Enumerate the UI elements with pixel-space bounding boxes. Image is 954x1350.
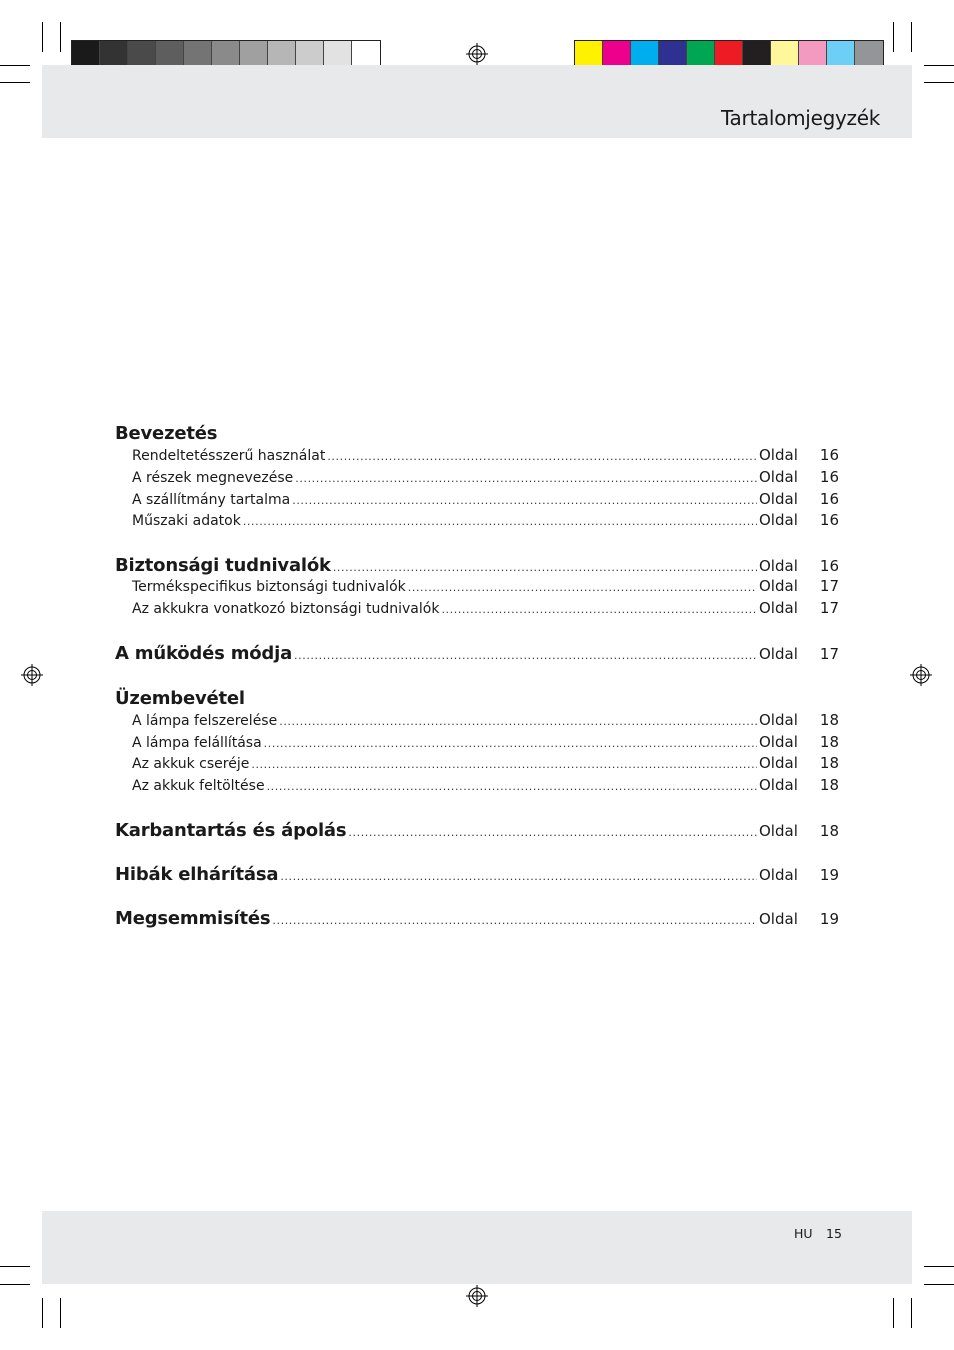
crop-mark xyxy=(60,22,61,52)
toc-section-row xyxy=(115,643,839,665)
entry-label: A lámpa felállítása xyxy=(132,734,262,751)
page-number: 18 xyxy=(819,732,839,751)
page-prefix: Oldal xyxy=(759,446,798,464)
table-of-contents xyxy=(115,422,839,930)
entry-label: Az akkuk feltöltése xyxy=(132,778,265,795)
page-number: 16 xyxy=(819,489,839,508)
dot-leader xyxy=(333,561,757,574)
page-number: 18 xyxy=(819,710,839,729)
toc-section xyxy=(115,886,839,930)
toc-section-row xyxy=(115,864,839,886)
dot-leader xyxy=(243,515,757,528)
page-number: 16 xyxy=(819,557,839,576)
page-number: 18 xyxy=(819,821,839,840)
registration-mark-icon xyxy=(466,1285,488,1307)
page-prefix: Oldal xyxy=(759,865,798,884)
page-number: 19 xyxy=(819,865,839,884)
dot-leader xyxy=(292,494,757,507)
entry-label: A szállítmány tartalma xyxy=(132,491,291,508)
page-title: Tartalomjegyzék xyxy=(720,106,880,130)
entry-label: A lámpa felszerelése xyxy=(132,712,278,729)
dot-leader xyxy=(348,826,757,839)
crop-mark xyxy=(924,65,954,66)
crop-mark xyxy=(0,65,30,66)
entry-label: Az akkukra vonatkozó biztonsági tudnivalók xyxy=(132,600,440,617)
crop-mark xyxy=(42,1298,43,1328)
page-number: 16 xyxy=(819,446,839,464)
toc-entry xyxy=(115,599,839,621)
toc-entry xyxy=(115,577,839,599)
registration-mark-icon xyxy=(21,664,43,686)
crop-mark xyxy=(0,1284,30,1285)
dot-leader xyxy=(280,870,757,883)
section-title: Üzembevétel xyxy=(115,687,245,709)
dot-leader xyxy=(441,603,757,616)
page-number: 17 xyxy=(819,644,839,663)
page-number: 18 xyxy=(819,754,839,773)
page-prefix: Oldal xyxy=(759,489,798,508)
section-title: Bevezetés xyxy=(115,423,218,444)
page-prefix: Oldal xyxy=(759,467,798,486)
dot-leader xyxy=(264,737,757,750)
toc-section-row xyxy=(115,555,839,577)
dot-leader xyxy=(279,715,757,728)
crop-mark xyxy=(0,1266,30,1267)
page-prefix: Oldal xyxy=(759,598,798,617)
section-title: Hibák elhárítása xyxy=(115,863,279,885)
page-prefix: Oldal xyxy=(759,909,798,928)
footer-band xyxy=(42,1211,912,1284)
page-prefix: Oldal xyxy=(759,644,798,663)
toc-section-row xyxy=(115,820,839,842)
section-gap xyxy=(115,798,839,820)
toc-entry xyxy=(115,776,839,798)
page-prefix: Oldal xyxy=(759,732,798,751)
page-prefix: Oldal xyxy=(759,577,798,596)
crop-mark xyxy=(42,22,43,52)
crop-mark xyxy=(0,82,30,83)
toc-section xyxy=(115,842,839,886)
page-number: 18 xyxy=(819,776,839,795)
section-gap xyxy=(115,842,839,864)
page-prefix: Oldal xyxy=(759,511,798,530)
registration-mark-icon xyxy=(466,43,488,65)
toc-section xyxy=(115,422,839,533)
toc-entry xyxy=(115,711,839,733)
toc-entry xyxy=(115,468,839,490)
dot-leader xyxy=(295,472,757,485)
entry-label: Műszaki adatok xyxy=(132,513,241,530)
section-gap xyxy=(115,533,839,555)
crop-mark xyxy=(60,1298,61,1328)
page-prefix: Oldal xyxy=(759,710,798,729)
crop-mark xyxy=(924,1266,954,1267)
dot-leader xyxy=(251,758,757,771)
crop-mark xyxy=(893,22,894,52)
page-prefix: Oldal xyxy=(759,557,798,576)
page-number: 16 xyxy=(819,467,839,486)
section-gap xyxy=(115,886,839,908)
toc-entry xyxy=(115,511,839,533)
crop-mark xyxy=(924,1284,954,1285)
entry-label: Az akkuk cseréje xyxy=(132,756,250,773)
page-number: 17 xyxy=(819,577,839,596)
toc-entry xyxy=(115,733,839,755)
toc-section xyxy=(115,533,839,621)
footer-page-number: 15 xyxy=(826,1226,842,1241)
footer-language-code: HU xyxy=(794,1226,813,1241)
page-number: 16 xyxy=(819,511,839,530)
section-title: Megsemmisítés xyxy=(115,907,271,929)
page-prefix: Oldal xyxy=(759,754,798,773)
entry-label: A részek megnevezése xyxy=(132,469,294,486)
dot-leader xyxy=(272,914,757,927)
page-number: 19 xyxy=(819,909,839,928)
entry-label: Termékspecifikus biztonsági tudnivalók xyxy=(132,579,406,596)
page-prefix: Oldal xyxy=(759,776,798,795)
section-title: Biztonsági tudnivalók xyxy=(115,555,331,577)
entry-label: Rendeltetésszerű használat xyxy=(132,448,326,464)
dot-leader xyxy=(267,780,757,793)
crop-mark xyxy=(911,1298,912,1328)
dot-leader xyxy=(327,450,757,463)
toc-section xyxy=(115,621,839,665)
crop-mark xyxy=(893,1298,894,1328)
crop-mark xyxy=(911,22,912,52)
dot-leader xyxy=(294,649,757,662)
section-title: Karbantartás és ápolás xyxy=(115,819,347,841)
toc-section xyxy=(115,665,839,798)
dot-leader xyxy=(408,581,757,594)
section-title: A működés módja xyxy=(115,642,293,664)
toc-entry xyxy=(115,446,839,468)
registration-mark-icon xyxy=(910,664,932,686)
section-gap xyxy=(115,621,839,643)
page-number: 17 xyxy=(819,598,839,617)
section-gap xyxy=(115,665,839,687)
toc-section-row xyxy=(115,908,839,930)
toc-entry xyxy=(115,754,839,776)
page-prefix: Oldal xyxy=(759,821,798,840)
toc-entry xyxy=(115,490,839,512)
crop-mark xyxy=(924,82,954,83)
toc-section xyxy=(115,798,839,842)
